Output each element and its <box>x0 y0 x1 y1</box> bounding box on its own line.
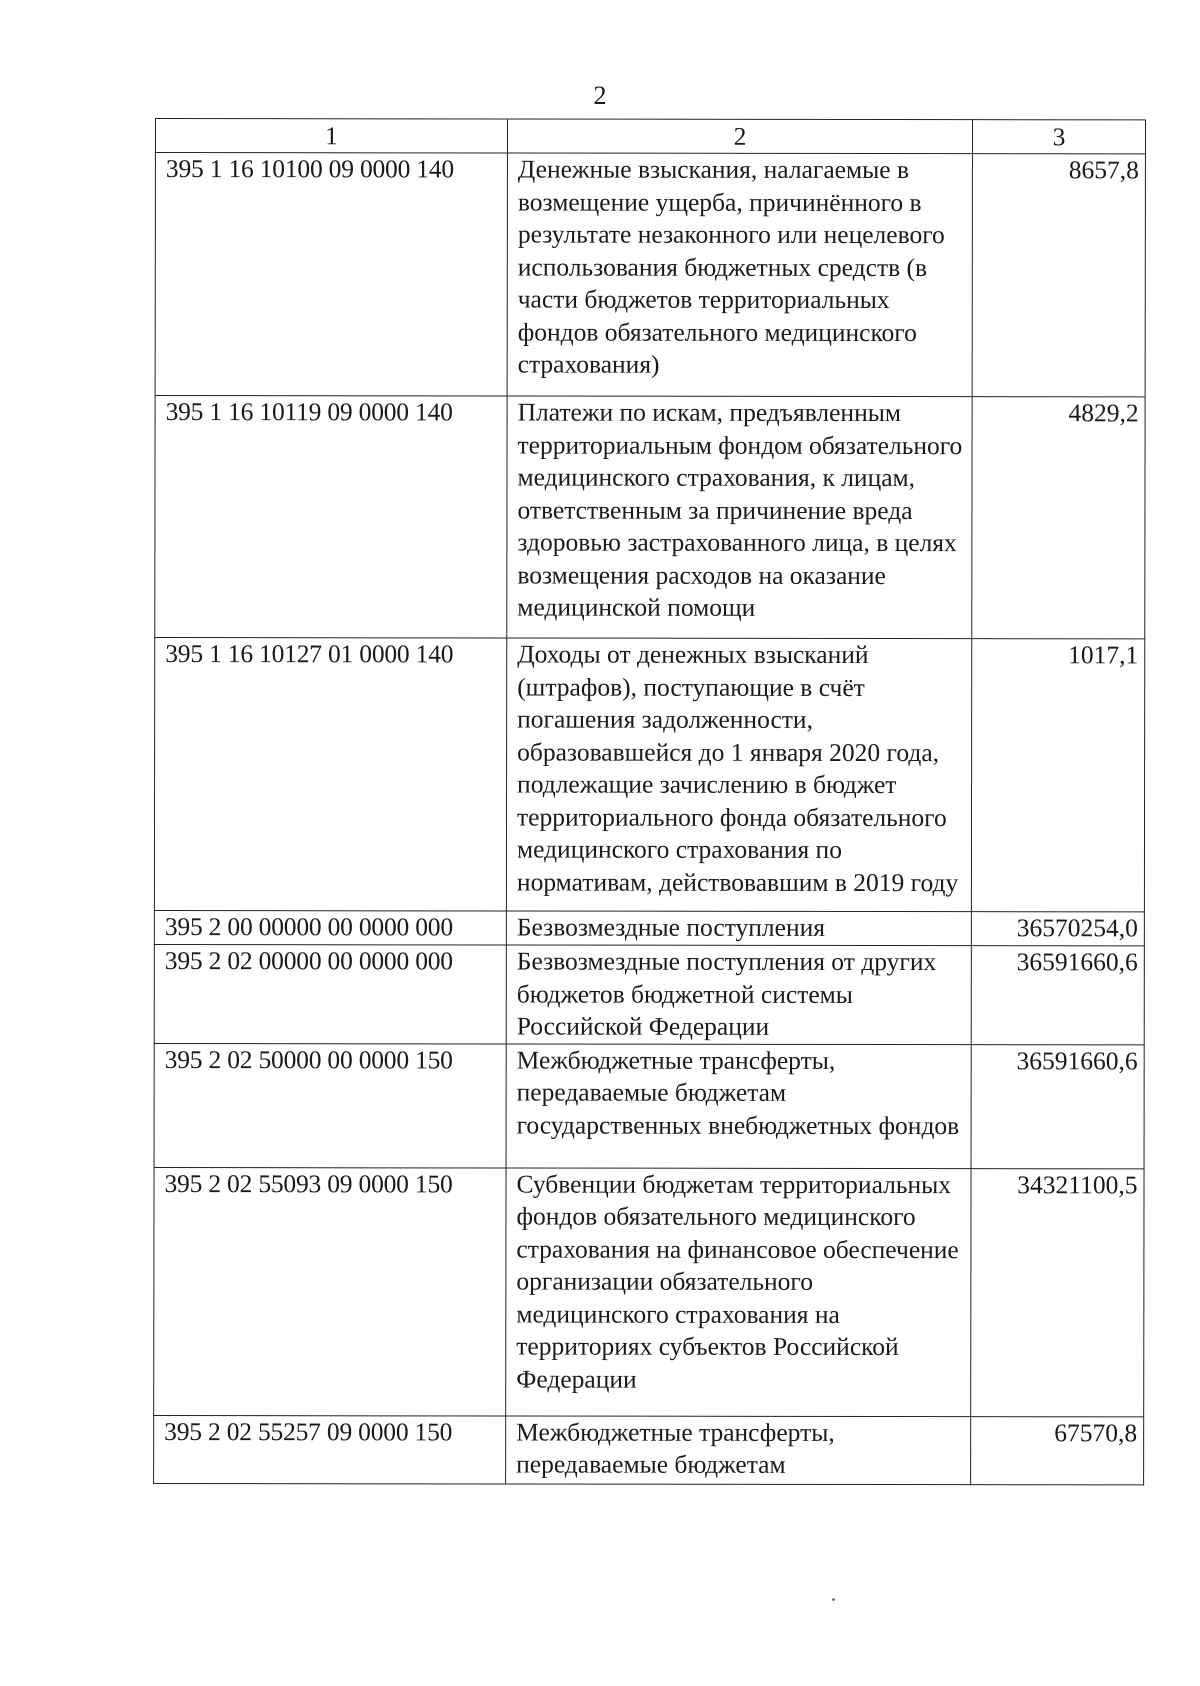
amount-cell: 36591660,6 <box>971 1044 1144 1168</box>
amount-cell: 36591660,6 <box>971 946 1144 1045</box>
page-number: 2 <box>593 81 607 110</box>
budget-code-cell: 395 2 00 00000 00 0000 000 <box>154 910 506 944</box>
budget-code-cell: 395 2 02 55257 09 0000 150 <box>154 1415 506 1483</box>
revenue-name-cell: Субвенции бюджетам территориальных фондов обязательного медицинского страхования на финансовое обеспечение организации обязательного медицинского страхования на территориях субъектов Российской Федерации <box>506 1167 971 1416</box>
header-row <box>155 119 1145 154</box>
table-row <box>155 153 1145 397</box>
amount-cell: 8657,8 <box>972 154 1145 397</box>
amount-cell: 34321100,5 <box>971 1168 1144 1416</box>
table-row <box>154 1415 1144 1484</box>
amount-cell: 1017,1 <box>971 639 1144 912</box>
column-header-amount: 3 <box>972 120 1145 154</box>
amount-cell: 36570254,0 <box>971 912 1144 946</box>
budget-code-cell: 395 1 16 10127 01 0000 140 <box>154 638 506 911</box>
scan-speck <box>832 1598 835 1601</box>
revenue-name-cell: Межбюджетные трансферты, передаваемые бюджетам государственных внебюджетных фондов <box>506 1043 971 1168</box>
amount-cell: 4829,2 <box>972 397 1145 639</box>
table-row <box>154 944 1144 1044</box>
budget-code-cell: 395 1 16 10119 09 0000 140 <box>155 396 507 638</box>
revenue-name-cell: Межбюджетные трансферты, передаваемые бюджетам <box>506 1415 971 1484</box>
table-row <box>154 638 1144 912</box>
revenue-name-cell: Платежи по искам, предъявленным территориальным фондом обязательного медицинского страхования, к лицам, ответственным за причинение вреда здоровью застрахованного лица, в целях возмещения расходов на оказание медицинской помощи <box>507 396 972 639</box>
amount-cell: 67570,8 <box>971 1416 1144 1484</box>
revenue-name-cell: Безвозмездные поступления <box>506 911 971 946</box>
table-row <box>154 1167 1144 1416</box>
column-header-name: 2 <box>507 119 972 154</box>
revenue-name-cell: Доходы от денежных взысканий (штрафов), поступающие в счёт погашения задолженности, образовавшейся до 1 января 2020 года, подлежащие зачислению в бюджет территориального фонда обязательного медицинского страхования по нормативам, действовавшим в 2019 году <box>506 638 971 912</box>
revenue-name-cell: Безвозмездные поступления от других бюджетов бюджетной системы Российской Федерации <box>506 945 971 1044</box>
revenue-name-cell: Денежные взыскания, налагаемые в возмещение ущерба, причинённого в результате незаконного или нецелевого использования бюджетных средств (в части бюджетов территориальных фондов обязательного медицинского страхования) <box>507 153 972 397</box>
budget-code-cell: 395 1 16 10100 09 0000 140 <box>155 153 507 396</box>
table-row <box>155 396 1145 639</box>
budget-code-cell: 395 2 02 00000 00 0000 000 <box>154 944 506 1043</box>
budget-code-cell: 395 2 02 50000 00 0000 150 <box>154 1043 506 1167</box>
column-header-code: 1 <box>155 119 507 153</box>
table-row <box>154 1043 1144 1168</box>
budget-code-cell: 395 2 02 55093 09 0000 150 <box>154 1167 506 1415</box>
budget-revenue-table <box>153 118 1146 1485</box>
table-row <box>154 910 1144 945</box>
